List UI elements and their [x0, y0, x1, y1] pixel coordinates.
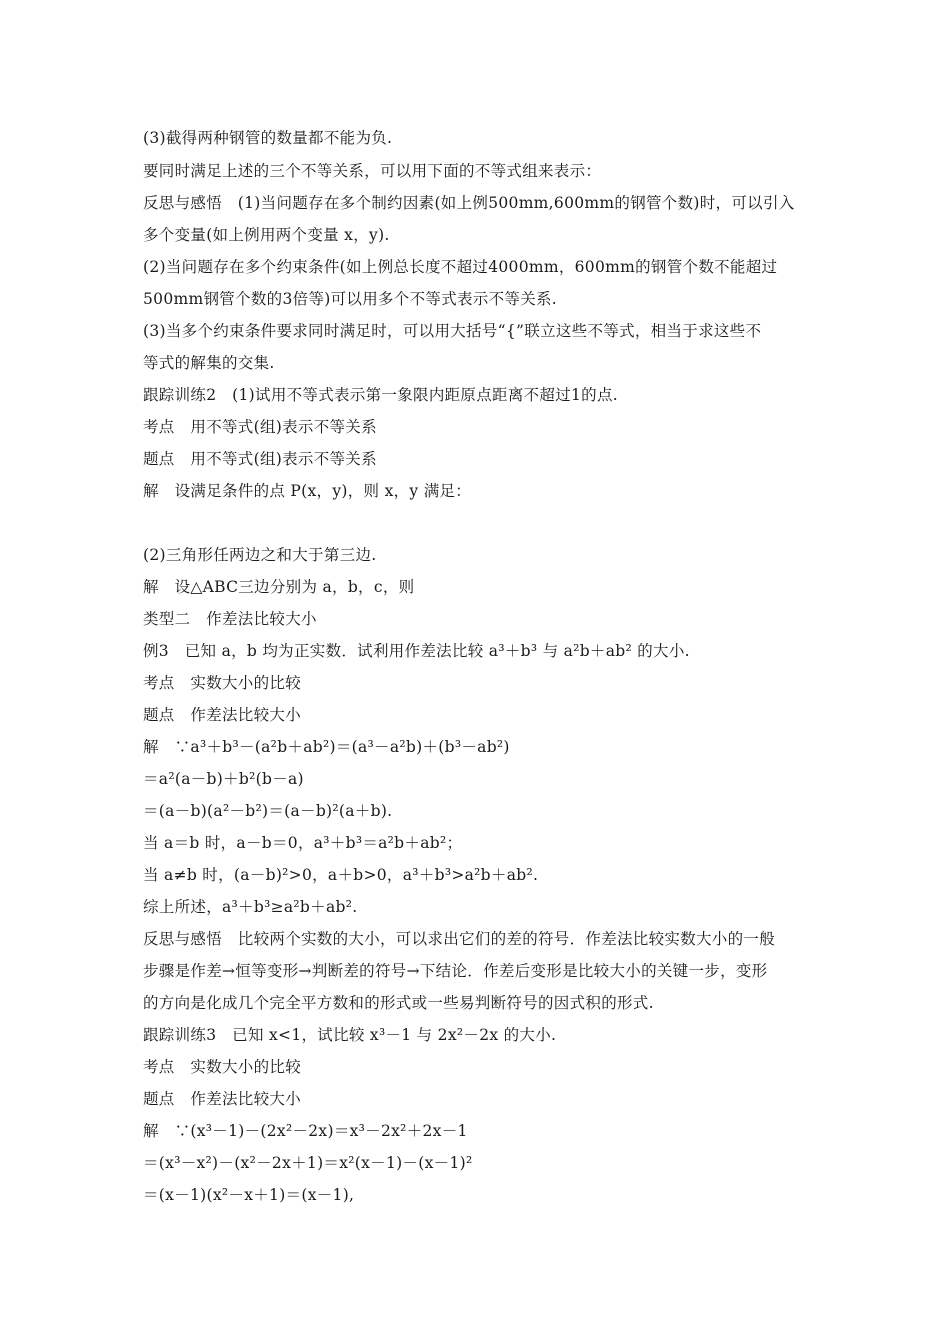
text-line: 考点 用不等式(组)表示不等关系 — [143, 418, 377, 436]
text-line: 跟踪训练2 (1)试用不等式表示第一象限内距原点距离不超过1的点. — [143, 386, 619, 404]
text-line: 多个变量(如上例用两个变量 x，y). — [143, 226, 390, 244]
text-line: ＝(x³－x²)－(x²－2x＋1)＝x²(x－1)－(x－1)² — [143, 1154, 473, 1172]
text-line: (3)截得两种钢管的数量都不能为负. — [143, 129, 393, 147]
text-line: 题点 作差法比较大小 — [143, 706, 302, 724]
text-line: 例3 已知 a，b 均为正实数．试利用作差法比较 a³＋b³ 与 a²b＋ab² 的大小. — [143, 642, 690, 660]
text-line: 要同时满足上述的三个不等关系，可以用下面的不等式组来表示： — [143, 162, 602, 180]
text-line: 步骤是作差→恒等变形→判断差的符号→下结论．作差后变形是比较大小的关键一步，变形 — [143, 962, 768, 980]
text-line: (3)当多个约束条件要求同时满足时，可以用大括号“{”联立这些不等式，相当于求这些不 — [143, 322, 762, 340]
text-line: 跟踪训练3 已知 x<1，试比较 x³－1 与 2x²－2x 的大小. — [143, 1026, 557, 1044]
text-line: 综上所述，a³＋b³≥a²b＋ab². — [143, 898, 358, 916]
text-line: 题点 作差法比较大小 — [143, 1090, 302, 1108]
text-line: ＝(x－1)(x²－x＋1)＝(x－1), — [143, 1186, 355, 1204]
text-line: 解 设△ABC三边分别为 a，b，c，则 — [143, 578, 415, 596]
text-line: 当 a＝b 时，a－b＝0，a³＋b³＝a²b＋ab²； — [143, 834, 463, 852]
text-line: (2)当问题存在多个约束条件(如上例总长度不超过4000mm，600mm的钢管个数不能超过 — [143, 258, 778, 276]
text-line: 解 ∵(x³－1)－(2x²－2x)＝x³－2x²＋2x－1 — [143, 1122, 468, 1140]
text-line: 题点 用不等式(组)表示不等关系 — [143, 450, 377, 468]
text-line: (2)三角形任两边之和大于第三边. — [143, 546, 377, 564]
text-line: 解 ∵a³＋b³－(a²b＋ab²)＝(a³－a²b)＋(b³－ab²) — [143, 738, 510, 756]
text-line: 500mm钢管个数的3倍等)可以用多个不等式表示不等关系. — [143, 290, 558, 308]
text-line: ＝(a－b)(a²－b²)＝(a－b)²(a＋b). — [143, 802, 393, 820]
text-line: 考点 实数大小的比较 — [143, 1058, 302, 1076]
text-line: 考点 实数大小的比较 — [143, 674, 302, 692]
text-line: 等式的解集的交集. — [143, 354, 275, 372]
text-line: 反思与感悟 (1)当问题存在多个制约因素(如上例500mm,600mm的钢管个数)时，可以引入 — [143, 194, 795, 212]
text-line: 解 设满足条件的点 P(x，y)，则 x，y 满足： — [143, 482, 472, 500]
text-line: 的方向是化成几个完全平方数和的形式或一些易判断符号的因式积的形式. — [143, 994, 654, 1012]
text-line: 反思与感悟 比较两个实数的大小，可以求出它们的差的符号．作差法比较实数大小的一般 — [143, 930, 776, 948]
text-line: 当 a≠b 时，(a－b)²>0，a＋b>0，a³＋b³>a²b＋ab². — [143, 866, 539, 884]
text-line: ＝a²(a－b)＋b²(b－a) — [143, 770, 304, 788]
section-heading: 类型二 作差法比较大小 — [143, 610, 317, 628]
